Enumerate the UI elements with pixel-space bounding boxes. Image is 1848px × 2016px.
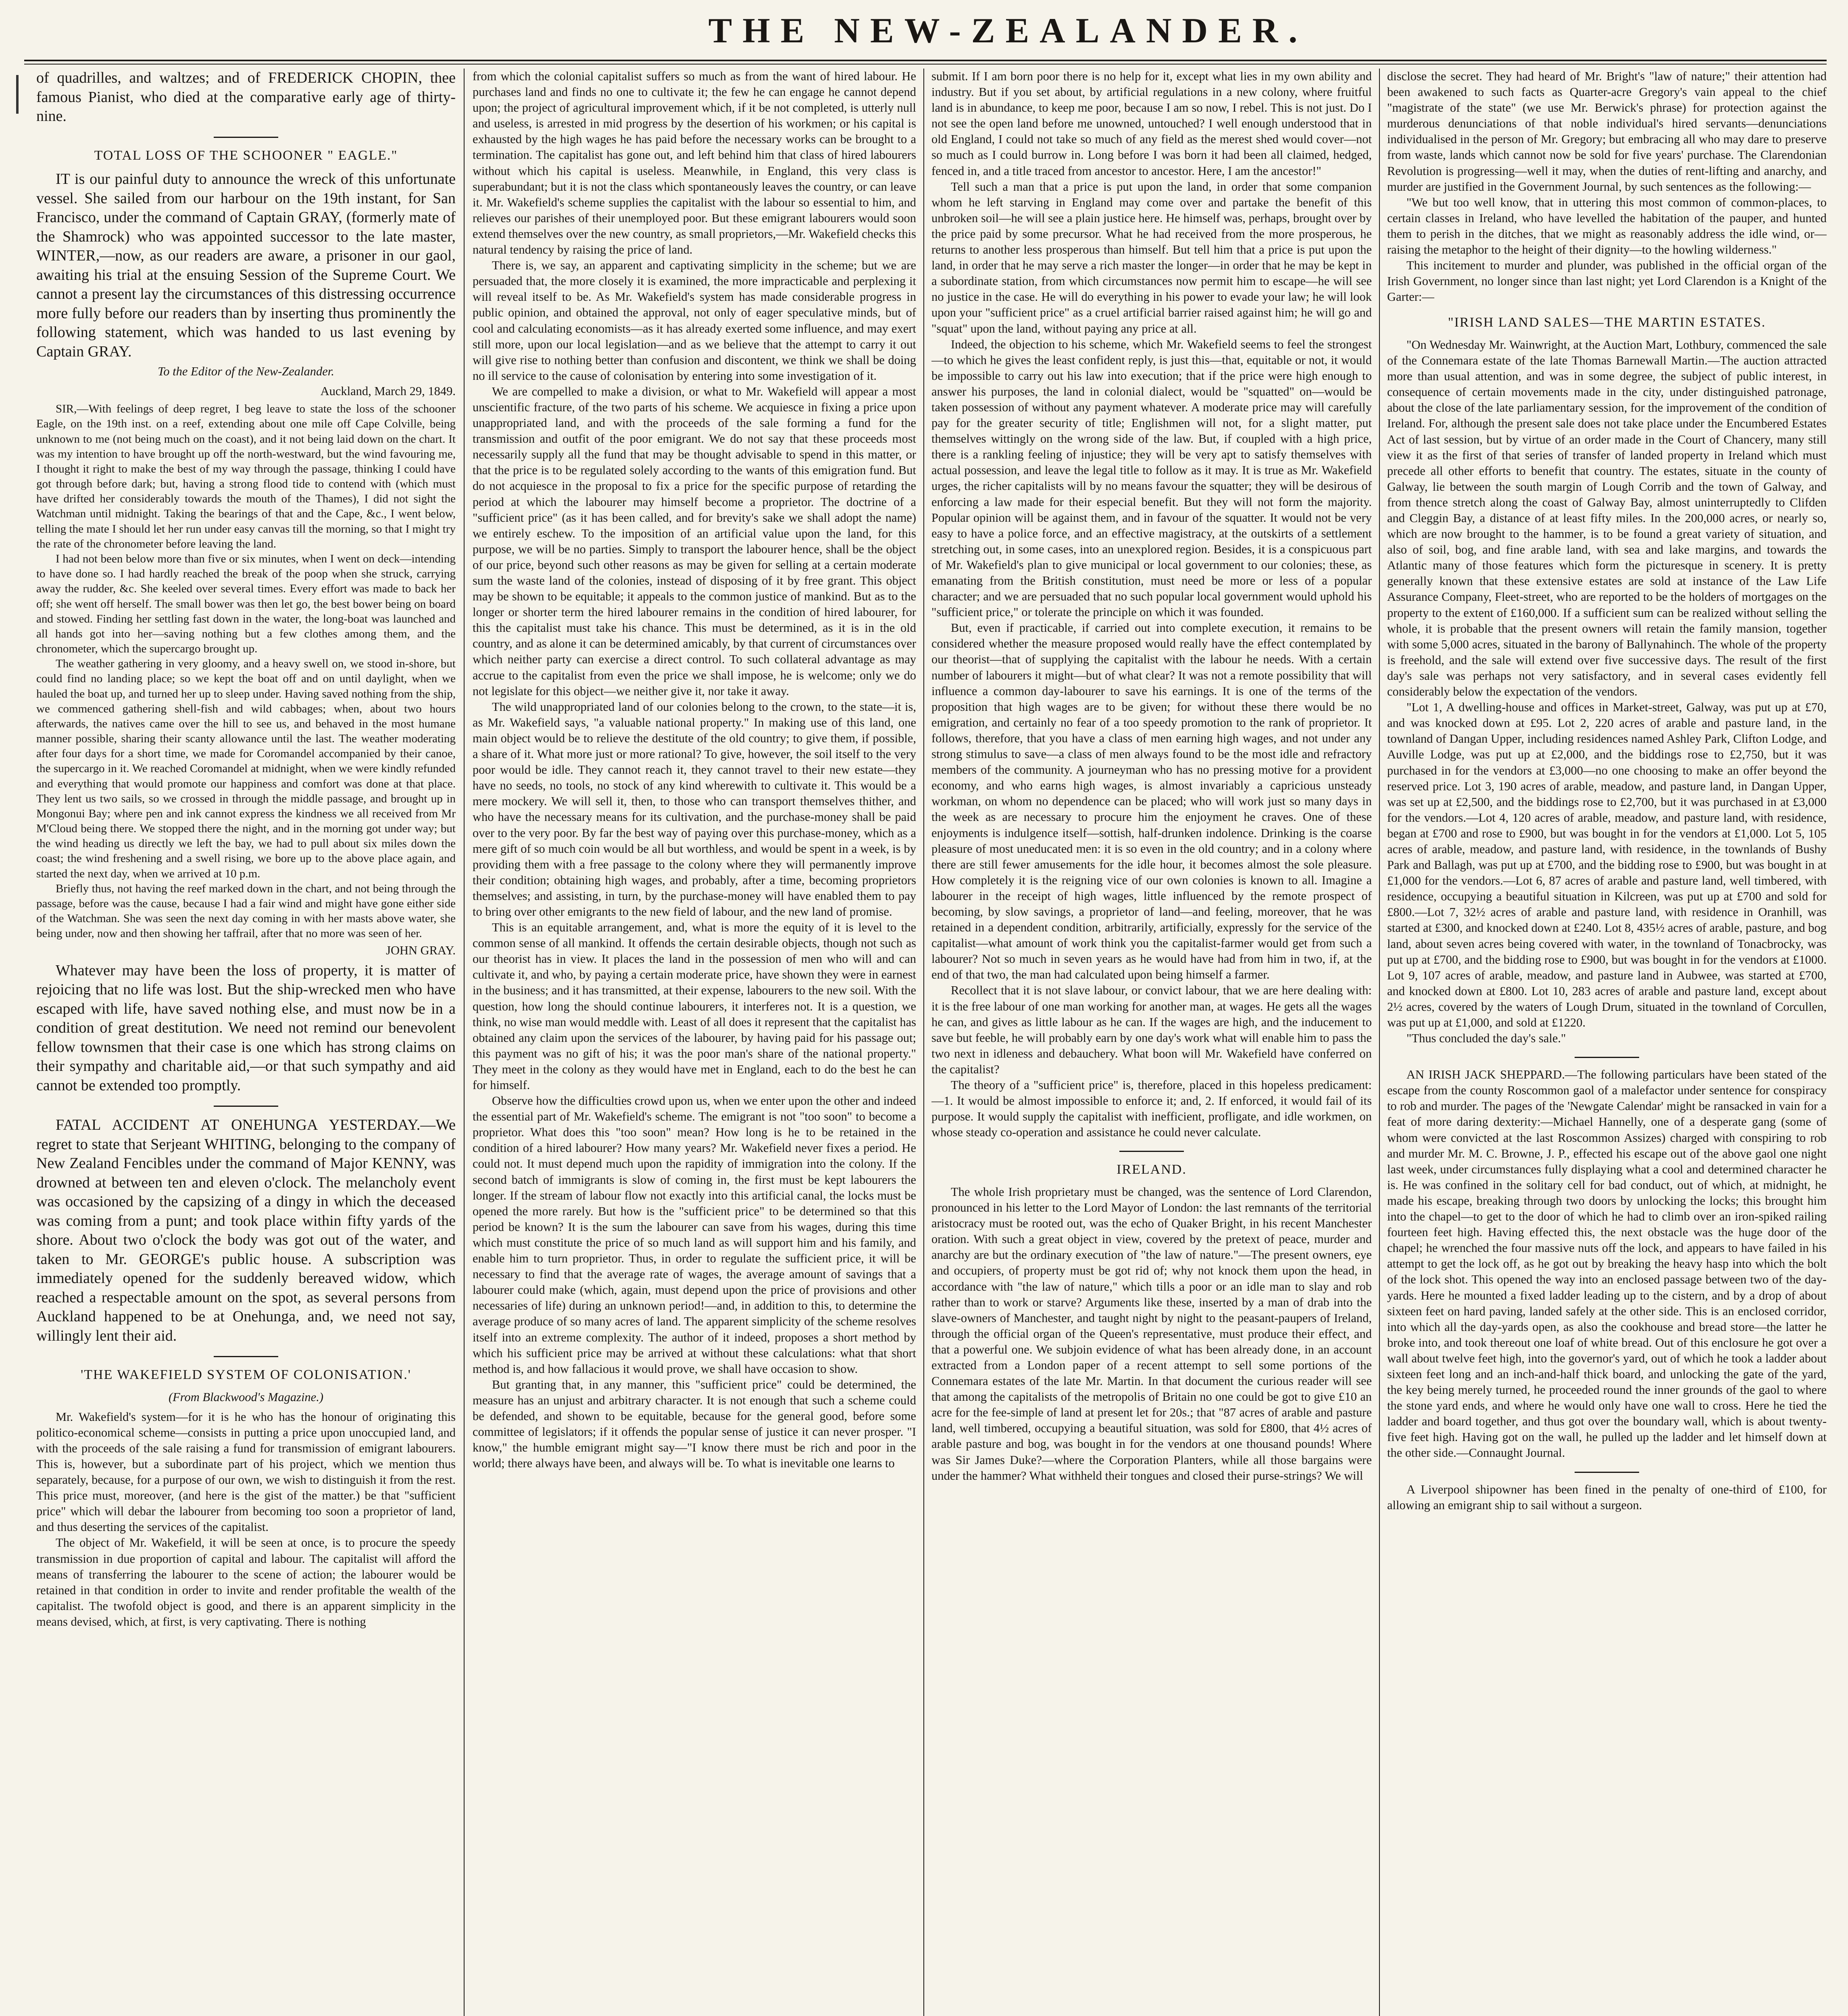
margin-mark — [16, 75, 19, 114]
article-paragraph: Recollect that it is not slave labour, or convict labour, that we are here dealing with: it is the free labour of one man working for another man, at wages. He gets all the wages he can, and gives as little labour as he can. If the wages are high, and the inducement to save but feeble, he will probably earn by one day's work what will enable him to pass the two next in idleness and debauchery. What boon will Mr. Wakefield have conferred on the capitalist? — [931, 983, 1372, 1076]
article-paragraph: The wild unappropriated land of our colonies belong to the crown, to the state—it is, as Mr. Wakefield says, "a valuable national property." In making use of this land, one main object would be to relieve the destitute of the old country; to give them, if possible, a share of it. What more just or more rational? To give, however, the soil itself to the very poor would be idle. They cannot reach it, they cannot travel to their new estate—they have no seeds, no tools, no stock of any kind wherewith to cultivate it. This would be a mere mockery. We will sell it, then, to those who can transport themselves thither, and who have the necessary means for its cultivation, and the purchase-money shall be paid over to the very poor. By far the best way of paying over this purchase-money, which as a mere gift of so much coin would be all but worthless, and would be spent in a week, is by providing them with a free passage to the colony where they will permanently improve their condition; obtaining high wages, and probably, after a time, becoming proprietors themselves; and assisting, in turn, by the purchase-money will have enabled them to pay to bring over other emigrants to the new field of labour, and the new land of promise. — [473, 700, 916, 918]
article-separator — [214, 1356, 278, 1357]
article-paragraph: But granting that, in any manner, this "sufficient price" could be determined, the measure has an unjust and arbitrary character. It is not enough that such a scheme could be defended, and shown to be equitable, because for the general good, before some committee of legislators; if it offends the popular sense of justice it can never prosper. "I know," the humble emigrant might say—"I know there must be rich and poor in the world; there always have been, and always will be. To what is inevitable one learns to — [473, 1377, 916, 1470]
letter-paragraph: Briefly thus, not having the reef marked down in the chart, and not being through the passage, before was the cause, because I had a fair wind and might have gone either side of the Watchman. She was seen the next day coming in with her masts above water, she being under, now and then showing her taffrail, after that no more was seen of her. — [36, 882, 456, 940]
letter-paragraph: SIR,—With feelings of deep regret, I beg leave to state the loss of the schooner Eagle, on the 19th inst. on a reef, extending about one mile off Cape Colville, being unknown to me (not being much on the coast), and it not being laid down on the chart. It was my intention to have brought up off the north-westward, but the wind favouring me, I thought it right to make the best of my way through the passage, thinking I could have got through before dark; but, having a strong flood tide to contend with (which must have drifted her considerably towards the mouth of the Thames), I did not sight the Watchman until midnight. Taking the bearings of that and the Cape, &c., I went below, telling the mate I should let her run under easy canvas till the morning, so that I might try the rate of the chronometer before leaving the land. — [36, 402, 456, 550]
article-paragraph: IT is our painful duty to announce the wreck of this unfortunate vessel. She sailed from our harbour on the 19th instant, for San Francisco, under the command of Captain GRAY, (formerly mate of the Shamrock) who was appointed successor to the late master, WINTER,—now, as our readers are aware, a prisoner in our gaol, awaiting his trial at the ensuing Session of the Supreme Court. We cannot a present lay the circumstances of this distressing occurrence more fully before our readers than by inserting thus prominently the following statement, which was handed to us last evening by Captain GRAY. — [36, 171, 456, 360]
column-divider — [1379, 69, 1380, 2016]
article-paragraph: There is, we say, an apparent and captivating simplicity in the scheme; but we are persuaded that, the more closely it is examined, the more impracticable and perplexing it will reveal itself to be. As Mr. Wakefield's system has made considerable progress in public opinion, and obtained the approval, not only of eager speculative minds, but of cool and calculating economists—as it has already exerted some influence, and may exert still more, upon our local legislation—and as we believe that the attempt to carry it out will give rise to nothing better than confusion and discontent, we think we shall be doing no ill service to the cause of colonisation by entering into some investigation of it. — [473, 258, 916, 383]
article-separator — [1575, 1472, 1639, 1473]
article-paragraph: "Lot 1, A dwelling-house and offices in Market-street, Galway, was put up at £70, and was knocked down at £95. Lot 2, 220 acres of arable and pasture land, in the townland of Dangan Upper, including residences named Ashley Park, Clifton Lodge, and Auville Lodge, was put up at £2,000, and the biddings rose to £2,750, but it was purchased in for the vendors at £3,000—no one choosing to make an offer beyond the reserved price. Lot 3, 190 acres of arable, meadow, and pasture land, in Dangan Upper, was set up at £2,500, and the biddings rose to £2,700, but it was purchased in at £3,000 for the vendors.—Lot 4, 120 acres of arable, meadow, and pasture land, with residence, began at £700 and rose to £900, but was bought in for the vendors at £1,000. Lot 5, 105 acres of arable, meadow, and pasture land, with residence, in the townlands of Bushy Park and Ballagh, was put up at £700, and the bidding rose to £900, but was bought in at £1,000 for the vendors.—Lot 6, 87 acres of arable and pasture land, well timbered, with residence, occupying a beautiful situation in Kilcreen, was put up at £700 and sold for £800.—Lot 7, 32½ acres of arable and pasture land, with residence in Oranhill, was started at £300, and knocked down at £240. Lot 8, 435½ acres of arable, pasture, and bog land, about seven acres being covered with water, in the townland of Tonacbrocky, was put up at £700, and the bidding rose to £900, but was bought in for the vendors at £1000. Lot 9, 107 acres of arable, meadow, and pasture land in Aubwee, was started at £700, and knocked down at £800. Lot 10, 283 acres of arable and pasture land, except about 2½ acres, covered by the waters of Lough Drum, situated in the townland of Corcullen, was put up at £1,000, and sold at £1220. — [1387, 700, 1827, 1030]
article-paragraph: But, even if practicable, if carried out into complete execution, it remains to be considered whether the measure proposed would really have the effect contemplated by our theorist—that of supplying the capitalist with the labour he needs. With a certain number of labourers it might—but of what clear? It was not a remote possibility that will influence a common day-labourer to save his earnings. It is one of the terms of the proposition that high wages are to be given; for without these there would be no emigration, and certainly no fear of a too speedy promotion to the rank of proprietor. It follows, therefore, that you have a class of men earning high wages, and not under any strong stimulus to save—a class of men always found to be the most idle and refractory members of the community. A journeyman who has no pressing motive for a provident economy, and who earns high wages, is almost invariably a capricious unsteady workman, on whom no dependence can be placed; who will work just so many days in the week as are necessary to procure him the enjoyment he craves. One of these enjoyments is indulgence itself—sottish, half-drunken indolence. Drinking is the coarse pleasure of most uneducated men: it is so even in the old country; and in a colony where there are still fewer amusements for the idle hour, it becomes almost the sole pleasure. How completely it is the reigning vice of our own colonies is known to all. Imagine a labourer in the receipt of high wages, little influenced by the remote prospect of becoming, by slow savings, a proprietor of land—and feeling, moreover, that he was retained in a dependent condition, arbitrarily, artificially, expressly for the service of the capitalist—what amount of work think you the capitalist-farmer would get from such a labourer? Not so much in seven years as he would have had from him in two, if, at the end of that two, the man had calculated upon being himself a farmer. — [931, 621, 1372, 982]
column-divider — [464, 69, 465, 2016]
article-separator — [1575, 1057, 1639, 1058]
article-paragraph: Mr. Wakefield's system—for it is he who has the honour of originating this politico-economical scheme—consists in putting a price upon unoccupied land, and with the proceeds of the sale raising a fund for transmission of emigrant labourers. This is, however, but a subordinate part of his project, which we mention thus separately, because, for a purpose of our own, we wish to distinguish it from the rest. This price must, moreover, (and here is the gist of the matter.) be that "sufficient price" which will debar the labourer from becoming too soon a proprietor of land, and thus deserting the services of the capitalist. — [36, 1410, 456, 1534]
article-headline: IRELAND. — [1117, 1162, 1187, 1177]
article-paragraph: Tell such a man that a price is put upon the land, in order that some companion whom he left starving in England may come over and partake the benefit of this unbroken soil—he will see a plain justice here. He himself was, perhaps, brought over by the price paid by some precursor. What he had received from the more prosperous, he returns to another less prosperous than himself. But tell him that a price is put upon the land, in order that he may serve a rich master the longer—in order that he may be kept in a subordinate station, from which circumstances now permit him to escape—he will see no justice in the case. He will do everything in his power to evade your law; he will look upon your "sufficient price" as a cruel artificial barrier raised against him; he will go and "squat" upon the land, without paying any price at all. — [931, 179, 1372, 335]
article-paragraph: This is an equitable arrangement, and, what is more the equity of it is level to the common sense of all mankind. It offends the certain desirable objects, though not such as our theorist has in view. It places the land in the possession of men who will and can cultivate it, and who, by paying a certain moderate price, have shown they were in earnest in the business; and it has transmitted, at their expense, labourers to the new soil. With the question, how long the should continue labourers, it interferes not. It is a question, we think, no wise man would meddle with. Least of all does it represent that the capitalist has obtained any claim upon the services of the labourer, by having paid for his passage out; this payment was no gift of his; it was the poor man's share of the national property." They meet in the colony as they would have met in England, each to do the best he can for himself. — [473, 921, 916, 1092]
article-headline: TOTAL LOSS OF THE SCHOONER " EAGLE." — [94, 148, 398, 163]
letter-address: To the Editor of the New-Zealander. — [158, 364, 334, 379]
article-paragraph: AN IRISH JACK SHEPPARD.—The following particulars have been stated of the escape from the county Roscommon gaol of a malefactor under sentence for conspiracy to rob and murder. The pages of the 'Newgate Calendar' might be ransacked in vain for a feat of more daring dexterity:—Michael Hannelly, one of a desperate gang (some of whom were convicted at the last Roscommon Assizes) charged with conspiring to rob and murder Mr. M. C. Browne, J. P., effected his escape out of the above gaol one night last week, under circumstances fully displaying what a cool and determined character he is. He was confined in the solitary cell for bad conduct, out of which, at midnight, he made his escape, breaking through two doors by unlocking the locks; this brought him into the chapel—to get to the door of which he had to climb over an iron-spiked railing fourteen feet high. Having effected this, the next obstacle was the huge door of the chapel; he wrenched the four massive nuts off the lock, and appears to have failed in his attempt to get the lock off, as he got out by breaking the heavy hasp into which the bolt of the lock shot. This opened the way into an enclosed passage between two of the day-yards. Here he mounted a fixed ladder leading up to the cistern, and by a drop of about sixteen feet on hard paving, landed safely at the other side. This is an enclosed corridor, into which all the day-yards open, as also the cookhouse and bread store—the latter he broke into, and took thereout one loaf of white bread. Out of this enclosure he got over a wall about twelve feet high, into the governor's yard, out of which he took a ladder about sixteen feet long and an inch-and-half thick board, and unlocking the gate of the yard, the key being merely turned, he proceeded round the inner grounds of the gaol to where the stone yard ends, and where he would only have one wall to cross. Here he tied the ladder and board together, and thus got over the boundary wall, which is about twenty-five feet high. Having got on the wall, he pulled up the ladder and let himself down at the other side.—Connaught Journal. — [1387, 1068, 1827, 1460]
article-paragraph: "On Wednesday Mr. Wainwright, at the Auction Mart, Lothbury, commenced the sale of the Connemara estate of the late Thomas Barnewall Martin.—The auction attracted more than usual attention, and was in some degree, the subject of public interest, in consequence of certain movements made in the city, under distinguished patronage, about the close of the late parliamentary session, for the improvement of the condition of Ireland. For, although the present sale does not take place under the Encumbered Estates Act of last session, but by virtue of an order made in the Court of Chancery, many still view it as the first of that series of transfer of landed property in Ireland which must precede all other efforts to benefit that country. The estates, situate in the county of Galway, lie between the south margin of Lough Corrib and the town of Galway, and from thence stretch along the coast of Galway Bay, almost uninterruptedly to Clifden and Cleggin Bay, a distance of at least fifty miles. In the 200,000 acres, or nearly so, which are now brought to the hammer, is to be found a great variety of situation, and also of soil, bog, and fine arable land, with sea and lake margins, and towards the Atlantic many of those features which form the picturesque in scenery. It is pretty generally known that these extensive estates are sold at instance of the Law Life Assurance Company, Fleet-street, who are reported to be the holders of mortgages on the property to the extent of £160,000. If a sufficient sum can be realized without selling the whole, it is probable that the present owners will retain the family mansion, together with some 5,000 acres, situated in the barony of Ballynahinch. The whole of the property is freehold, and the sale will extend over five successive days. The result of the first day's sale was perhaps not very satisfactory, and in several cases evidently fell considerably below the expectation of the vendors. — [1387, 337, 1827, 699]
quoted-passage: "We but too well know, that in uttering this most common of common-places, to certain classes in Ireland, who have levelled the habitation of the pauper, and hunted them to perish in the ditches, that we might as reasonably address the idle wind, or—raising the metaphor to the height of their dignity—to the howling wilderness." — [1387, 195, 1827, 257]
letter-paragraph: I had not been below more than five or six minutes, when I went on deck—intending to have done so. I had hardly reached the break of the poop when she struck, carrying away the rudder, &c. She keeled over several times. Every effort was made to back her off; she went off herself. The small bower was then let go, the best bower being on board and stowed. Finding her settling fast down in the water, the long-boat was launched and all hands got into her—saving nothing but a few clothes among them, and the chronometer, which the supercargo brought up. — [36, 552, 456, 656]
column-divider — [923, 69, 924, 2016]
masthead-rule-thin — [24, 64, 1827, 65]
letter-dateline: Auckland, March 29, 1849. — [320, 384, 456, 398]
letter-paragraph: The weather gathering in very gloomy, and a heavy swell on, we stood in-shore, but could find no landing place; so we kept the boat off and on until daylight, when we hauled the boat up, and turned her up to sleep under. Having saved nothing from the ship, we commenced gathering shell-fish and wild cabbages; when, about two hours afterwards, the natives came over the hill to see us, and behaved in the most humane manner possible, sharing their scanty allowance until the last. The weather moderating after four days for a short time, we made for Coromandel accompanied by their canoe, the supercargo in it. We reached Coromandel at midnight, when we were kindly refunded and everything that would promote our happiness and comfort was done at that place. They lent us two sails, so we crossed in through the middle passage, and brought up in Mongonui Bay; where pen and ink cannot express the kindness we all received from Mr M'Cloud being there. We stopped there the night, and in the morning got under way; but the wind heading us directly we left the bay, we had to pull about six miles down the coast; the wind freshening and a swell rising, we bore up to the above place again, and started the next day, when we arrived at 10 p.m. — [36, 657, 456, 880]
article-paragraph: "Thus concluded the day's sale." — [1406, 1031, 1566, 1045]
column-3 — [931, 69, 1372, 2016]
article-paragraph: The theory of a "sufficient price" is, therefore, placed in this hopeless predicament:—1. It would be almost impossible to enforce it; and, 2. If enforced, it would fail of its purpose. It would supply the capitalist with inefficient, profligate, and idle workmen, on whose steady co-operation and assistance he could never calculate. — [931, 1078, 1372, 1139]
article-paragraph: FATAL ACCIDENT AT ONEHUNGA YESTERDAY.—We regret to state that Serjeant WHITING, belonging to the company of New Zealand Fencibles under the command of Major KENNY, was drowned at between ten and eleven o'clock. The melancholy event was occasioned by the capsizing of a dingy in which the deceased was coming from a punt; and took place within fifty yards of the shore. About two o'clock the body was got out of the water, and taken to Mr. GEORGE's public house. A subscription was immediately opened for the suddenly bereaved widow, which reached a respectable amount on the spot, as several persons from Auckland happened to be at Onehunga, and, we need not say, willingly lent their aid. — [36, 1116, 456, 1344]
column-1 — [36, 69, 456, 2016]
article-paragraph: disclose the secret. They had heard of Mr. Bright's "law of nature;" their attention had been awakened to such facts as Quarter-acre Gregory's vain appeal to the chief "magistrate of the state" (we use Mr. Berwick's phrase) for protection against the murderous denunciations of that noble individual's hired servants—denunciations individualised in the person of Mr. Gregory; but embracing all who may dare to preserve from waste, lands which cannot now be sold for five years' purchase. The Clarendonian Revolution is progressing—well it may, when the duties of rent-lifting and anarchy, and murder are justified in the Government Journal, by such sentences as the following:— — [1387, 69, 1827, 194]
article-paragraph: We are compelled to make a division, or what to Mr. Wakefield will appear a most unscientific fracture, of the two parts of his scheme. We acquiesce in fixing a price upon unappropriated land, and with the proceeds of the sale forming a fund for the transmission and outfit of the poor emigrant. We do not say that these proceeds most necessarily supply all the fund that may be thought advisable to spend in this matter, or that the price is to be regulated solely according to the wants of this emigration fund. But do not acquiesce in the proposal to fix a price for the specific purpose of retarding the period at which the labourer may himself become a proprietor. The doctrine of a "sufficient price" (as it has been called, and for brevity's sake we shall adopt the name) we entirely eschew. To the imposition of an artificial value upon the land, for this purpose, we will be no parties. Simply to transport the labourer hence, shall be the object of our price, beyond such other reasons as may be given for selling at a certain moderate sum the waste land of the colonies, instead of disposing of it by free grant. This object may be shown to be equitable; it appeals to the common justice of mankind. But as to the longer or shorter term the hired labourer remains in the condition of hired labourer, for this the capitalist must take his chance. This must be determined, as it is in the old country, and as alone it can be determined amicably, by that current of circumstances over which neither party can exercise a direct control. To such collateral advantage as may accrue to the capitalist from even the price we shall impose, he is welcome; only we do not legislate for this object—we neither give it, nor take it away. — [473, 384, 916, 698]
article-separator — [1119, 1151, 1184, 1152]
article-paragraph: from which the colonial capitalist suffers so much as from the want of hired labour. He purchases land and finds no one to cultivate it; the few he can engage he cannot depend upon; the project of agricultural improvement which, if it be not completed, is utterly null and useless, is arrested in mid progress by the desertion of his workmen; or his capital is exhausted by the high wages he has paid before the necessary works can be brought to a termination. The capitalist has gone out, and left behind him that class of hired labourers without which his capital is useless. Meanwhile, in England, this very class is superabundant; but it is not the class which spontaneously leaves the country, or can leave it. Mr. Wakefield's scheme supplies the capitalist with the labour so essential to him, and relieves our parishes of their unemployed poor. But these emigrant labourers would soon extend themselves over the new country, as small proprietors,—Mr. Wakefield checks this natural tendency by raising the price of land. — [473, 69, 916, 257]
article-source: (From Blackwood's Magazine.) — [168, 1390, 324, 1404]
article-headline: 'THE WAKEFIELD SYSTEM OF COLONISATION.' — [81, 1367, 411, 1383]
article-separator — [214, 1106, 278, 1107]
article-paragraph: The object of Mr. Wakefield, it will be seen at once, is to procure the speedy transmission in due proportion of capital and labour. The capitalist will afford the means of transferring the labourer to the scene of action; the labourer would be retained in that condition in order to invite and render profitable the wealth of the capitalist. The twofold object is good, and there is an apparent simplicity in the means devised, which, at first, is very captivating. There is nothing — [36, 1536, 456, 1629]
article-separator — [214, 137, 278, 138]
article-paragraph: Observe how the difficulties crowd upon us, when we enter upon the other and indeed the essential part of Mr. Wakefield's scheme. The emigrant is not "too soon" to become a proprietor. What does this "too soon" mean? How long is he to be retained in the condition of a hired labourer? How many years? Mr. Wakefield never fixes a period. He could not. It must depend much upon the rapidity of immigration into the colony. If the second batch of immigrants is slow of coming in, the first must be kept labourers the longer. If the stream of labour flow not exactly into this artificial canal, the locks must be opened the more rarely. But how is the "sufficient price" to be determined so that this period be known? It is the sum the labourer can save from his wages, during this time which must constitute the price of so much land as will support him and his family, and enable him to turn proprietor. Thus, in order to regulate the sufficient price, it will be necessary to find that the average rate of wages, the average amount of savings that a labourer could make (which, again, must depend upon the price of provisions and other necessaries of life) during an unknown period!—and, in addition to this, to determine the average produce of so many acres of land. The apparent simplicity of the scheme resolves itself into an extreme complexity. The author of it indeed, proposes a short method by which his sufficient price may be arrived at without these calculations: what that short method is, and how fallacious it would prove, we shall have occasion to show. — [473, 1094, 916, 1376]
masthead-title: THE NEW-ZEALANDER. — [708, 11, 1308, 50]
article-paragraph: A Liverpool shipowner has been fined in the penalty of one-third of £100, for allowing an emigrant ship to sail without a surgeon. — [1387, 1482, 1827, 1512]
article-paragraph: submit. If I am born poor there is no help for it, except what lies in my own ability and industry. But if you set about, by artificial regulations in a new colony, where fruitful land is in abundance, to keep me poor, because I am so now, I rebel. This is not just. Do I not see the open land before me unowned, untouched? I well enough understood that in old England, I could not take so much of any field as the merest shed would cover—not so much as I could burrow in. Long before I was born it had been all claimed, hedged, fenced in, and a title traced from ancestor to ancestor. Here, I am the ancestor!" — [931, 69, 1372, 178]
article-paragraph: Whatever may have been the loss of property, it is matter of rejoicing that no life was lost. But the ship-wrecked men who have escaped with life, have saved nothing else, and must now be in a condition of great destitution. We need not remind our benevolent fellow townsmen that their case is one which has strong claims on their sympathy and charitable aid,—or that such sympathy and aid cannot be extended too promptly. — [36, 962, 456, 1094]
column-4 — [1387, 69, 1827, 2016]
masthead-rule — [24, 60, 1827, 61]
letter-signature: JOHN GRAY. — [386, 943, 456, 958]
article-paragraph: This incitement to murder and plunder, was published in the official organ of the Irish Government, no longer since than last night; yet Lord Clarendon is a Knight of the Garter:— — [1387, 258, 1827, 304]
article-paragraph: Indeed, the objection to his scheme, which Mr. Wakefield seems to feel the strongest—to which he gives the least confident reply, is just this—that, equitable or not, it would be impossible to carry out his law into execution; that if the price were high enough to answer his purposes, the land in colonial dialect, would be "squatted" on—would be taken possession of without any payment whatever. A moderate price may will carefully pay for the greater security of title; Englishmen will not, for a slight matter, put themselves wittingly on the wrong side of the law. But, if coupled with a high price, there is a rankling feeling of injustice; they will be very apt to satisfy themselves with actual possession, and leave the legal title to follow as it may. It is true as Mr. Wakefield urges, the richer capitalists will by no means favour the squatter; they will be desirous of enforcing a law made for their especial benefit. But they will not form the majority. Popular opinion will be against them, and in favour of the squatter. It would not be very easy to have a police force, and an effective magistracy, at the outskirts of a settlement stretching out, in some cases, into an unexplored region. Besides, it is a conspicuous part of Mr. Wakefield's plan to give municipal or local government to our colonies; these, as emanating from the British constitution, must need be more or less of a popular character; and we are persuaded that no such popular local government would uphold his "sufficient price," or tolerate the principle on which it was founded. — [931, 337, 1372, 619]
article-continuation: of quadrilles, and waltzes; and of FREDERICK CHOPIN, thee famous Pianist, who died at the comparative early age of thirty-nine. — [36, 69, 456, 125]
article-paragraph: The whole Irish proprietary must be changed, was the sentence of Lord Clarendon, pronounced in his letter to the Lord Mayor of London: the last remnants of the territorial aristocracy must be rooted out, was the echo of Quaker Bright, in his recent Manchester oration. With such a great object in view, covered by the pretext of peace, murder and anarchy are but the ordinary execution of "the law of nature."—The present owners, eye and occupiers, of property must be got rid of; why not knock them upon the head, in accordance with "the law of nature," which tills a poor or an idle man to slay and rob rather than to work or starve? Arguments like these, inserted by a man of drab into the slave-owners of Manchester, and taught night by night to the peasant-paupers of Ireland, through the official organ of the Queen's representative, must produce their effect, and that a powerful one. We subjoin evidence of what has been already done, in an account extracted from a London paper of a recent attempt to sell some portions of the Connemara estates of the late Mr. Martin. In that document the curious reader will see that among the capitalists of the metropolis of Britain no one could be got to give £10 an acre for the fee-simple of land at present let for 20s.; that "87 acres of arable and pasture land, well timbered, occupying a beautiful situation, was sold for £800, that 4½ acres of arable pasture and bog, was bought in for the vendors at one thousand pounds! Where was Sir James Duke?—where the Corporation Planters, while all those bargains were under the hammer? What withheld their tongues and closed their purse-strings? We will — [931, 1185, 1372, 1483]
column-2 — [473, 69, 916, 2016]
article-headline: "IRISH LAND SALES—THE MARTIN ESTATES. — [1448, 315, 1766, 330]
